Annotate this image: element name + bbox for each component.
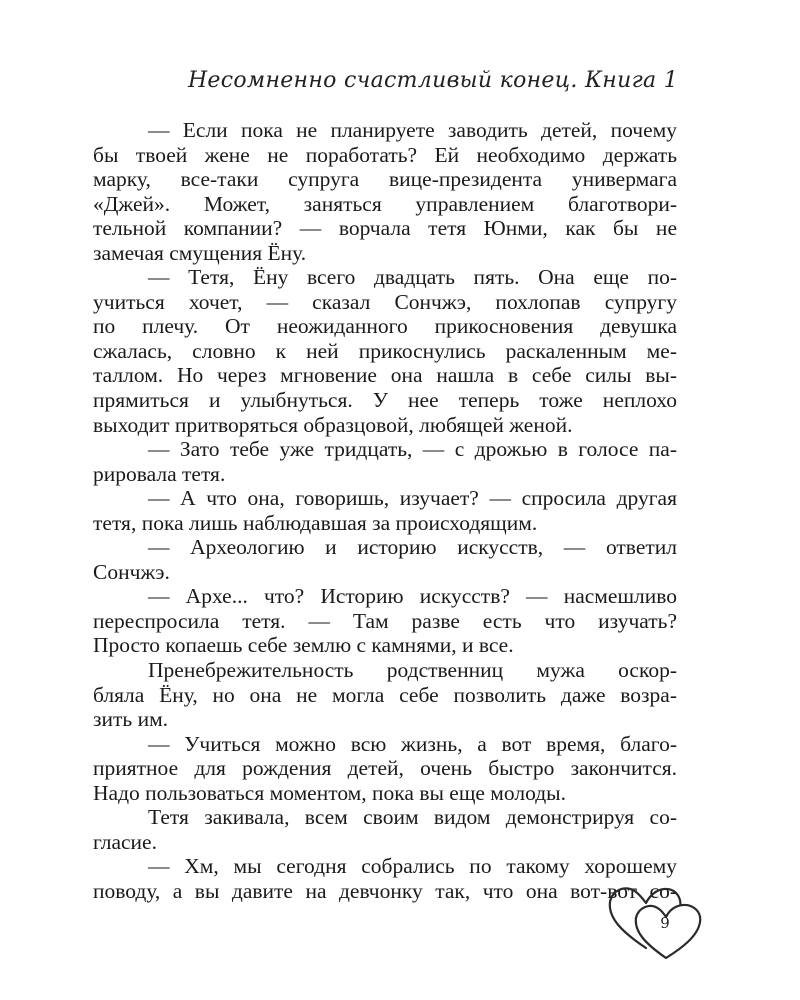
text-line: Тетя закивала, всем своим видом демонстрируя со- (148, 805, 677, 830)
text-line: бы твоей жене не поработать? Ей необходимо держать (93, 142, 677, 167)
text-line: тельной компании? — ворчала тетя Юнми, как бы не (93, 216, 677, 241)
text-line: — Архе... что? Историю искусств? — насмешливо (148, 584, 677, 609)
text-line: Сончжэ. (93, 559, 170, 584)
text-line: гласие. (93, 829, 157, 854)
running-header: Несомненно счастливый конец. Книга 1 (187, 68, 678, 93)
text-line: учиться хочет, — сказал Сончжэ, похлопав супругу (93, 289, 677, 314)
text-line: Надо пользоваться моментом, пока вы еще молоды. (93, 780, 566, 805)
text-line: сжалась, словно к ней прикоснулись раскаленным ме- (93, 338, 677, 363)
text-line: прямиться и улыбнуться. У нее теперь тоже неплохо (93, 388, 677, 413)
text-line: переспросила тетя. — Там разве есть что изучать? (93, 608, 677, 633)
text-line: — А что она, говоришь, изучает? — спросила другая (148, 486, 677, 511)
body-text (93, 118, 677, 904)
text-line: рировала тетя. (93, 461, 226, 486)
text-line: приятное для рождения детей, очень быстро закончится. (93, 756, 677, 781)
text-line: — Хм, мы сегодня собрались по такому хорошему (148, 854, 677, 879)
text-line: Пренебрежительность родственниц мужа оскор- (148, 658, 677, 683)
text-line: — Археологию и историю искусств, — ответил (148, 535, 677, 560)
text-line: — Если пока не планируете заводить детей, почему (148, 118, 677, 142)
text-line: бляла Ёну, но она не могла себе позволить даже возра- (93, 682, 677, 707)
text-line: — Зато тебе уже тридцать, — с дрожью в голосе па- (148, 437, 677, 462)
text-line: замечая смущения Ёну. (93, 240, 307, 265)
text-line: выходит притворяться образцовой, любящей женой. (93, 412, 573, 437)
text-line: «Джей». Может, заняться управлением благотвори- (93, 191, 677, 216)
text-line: тетя, пока лишь наблюдавшая за происходящим. (93, 510, 538, 535)
page-number: 9 (660, 914, 670, 932)
text-line: зить им. (93, 707, 169, 732)
text-line: таллом. Но через мгновение она нашла в себе силы вы- (93, 363, 677, 388)
text-line: поводу, а вы давите на девчонку так, что она вот-вот со- (93, 878, 677, 903)
text-line: — Учиться можно всю жизнь, а вот время, благо- (148, 731, 677, 756)
text-line: Просто копаешь себе землю с камнями, и все. (93, 633, 514, 658)
text-line: марку, все-таки супруга вице-президента универмага (93, 167, 677, 192)
text-line: — Тетя, Ёну всего двадцать пять. Она еще по- (148, 265, 677, 290)
text-line: по плечу. От неожиданного прикосновения девушка (93, 314, 677, 339)
